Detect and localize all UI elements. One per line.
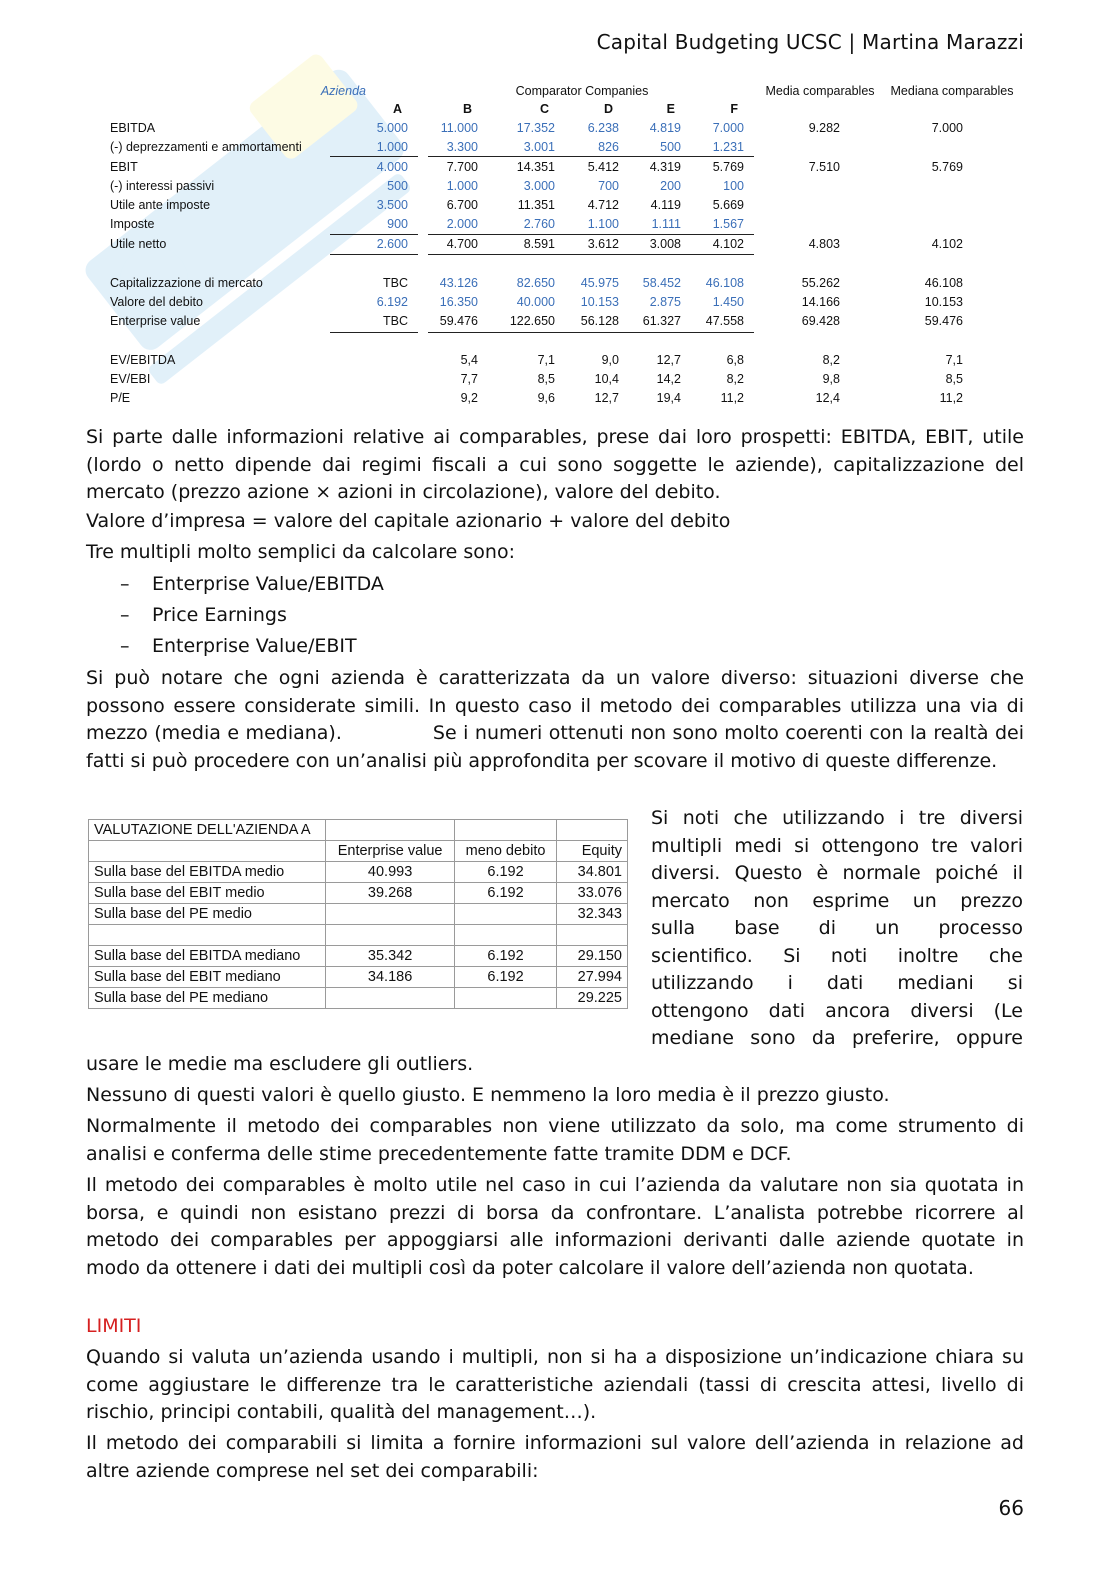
cell-media: 69.428 [801,314,840,328]
row-label: EV/EBI [110,372,151,386]
side-note-line: utilizzando i dati mediani si [651,972,1023,994]
valuation-table [88,819,628,1020]
side-note-line: scientifico. Si noti inoltre che [651,944,1023,967]
table-cell: 39.268 [325,883,454,904]
table-row [89,883,628,904]
side-note-line: Si noti che utilizzando i tre diversi [651,807,1023,829]
side-note [651,805,1023,1053]
rule-line [428,234,754,235]
row-label: EBITDA [110,121,156,135]
cell-mediana: 7.000 [931,121,963,135]
cell-comparator: 6.238 [587,121,619,135]
table-row [89,967,628,988]
cell-comparator: 9,6 [537,391,555,405]
header-meno-debito: meno debito [455,841,556,862]
side-note-line: mercato non esprime un prezzo [651,889,1023,912]
table-cell: 34.186 [325,967,454,988]
bullet-list [120,569,384,662]
cell-azienda-a: 3.500 [376,198,408,212]
table-cell [325,925,454,946]
table-cell: 40.993 [325,862,454,883]
cell-comparator: 40.000 [516,295,555,309]
paragraph-comparabili: Il metodo dei comparabili si limita a fornire informazioni sul valore dell’azienda in relazione ad altre aziende comprese nel set dei comparabili: [86,1432,1024,1482]
header-equity: Equity [556,841,627,862]
comparables-table [108,80,1038,410]
cell-mediana: 59.476 [924,314,963,328]
cell-media: 4.803 [808,237,840,251]
rule-line [428,156,754,157]
table-cell: 33.076 [556,883,627,904]
cell-comparator: 2.000 [446,217,478,231]
table-cell: 6.192 [455,862,556,883]
list-item: – Enterprise Value/EBITDA [120,573,384,595]
table-cell: 34.801 [556,862,627,883]
cell-comparator: 3.612 [587,237,619,251]
column-letter: A [392,102,402,116]
cell-comparator: 12,7 [656,353,681,367]
cell-media: 7.510 [808,160,840,174]
cell-media: 14.166 [801,295,840,309]
table-row [89,988,628,1009]
cell-comparator: 2.760 [523,217,555,231]
cell-comparator: 4.700 [446,237,478,251]
cell-comparator: 122.650 [509,314,555,328]
cell-comparator: 2.875 [649,295,681,309]
cell-comparator: 4.319 [649,160,681,174]
cell-comparator: 5.769 [712,160,744,174]
table-cell: 6.192 [455,967,556,988]
cell-comparator: 46.108 [705,276,744,290]
cell-media: 55.262 [801,276,840,290]
cell-azienda-a: 6.192 [376,295,408,309]
page-number: 66 [998,1496,1024,1520]
cell-mediana: 5.769 [931,160,963,174]
cell-comparator: 9,2 [460,391,478,405]
section-heading-limiti: LIMITI [86,1315,142,1337]
row-label: P/E [110,391,131,405]
table-cell [455,925,556,946]
header-media: Media comparables [765,84,875,98]
cell-comparator: 1.100 [587,217,619,231]
cell-mediana: 8,5 [945,372,963,386]
cell-comparator: 11,2 [720,391,744,405]
side-note-line: diversi. Questo è normale poiché il [651,862,1023,884]
cell-comparator: 200 [660,179,681,193]
row-label: Valore del debito [110,295,203,309]
cell-comparator: 4.102 [712,237,744,251]
column-letter: C [539,102,549,116]
cell-media: 9,8 [822,372,840,386]
page-header: Capital Budgeting UCSC | Martina Marazzi [596,30,1024,54]
cell-comparator: 8.591 [523,237,555,251]
table-cell [455,988,556,1009]
cell-mediana: 4.102 [931,237,963,251]
cell-azienda-a: 900 [387,217,408,231]
cell-azienda-a: TBC [383,314,408,328]
cell-comparator: 56.128 [580,314,619,328]
list-item: – Enterprise Value/EBIT [120,635,357,657]
cell-comparator: 61.327 [642,314,681,328]
cell-media: 12,4 [815,391,840,405]
cell-comparator: 1.231 [712,140,744,154]
paragraph-intro: Si parte dalle informazioni relative ai comparables, prese dai loro prospetti: EBITDA, EBIT, utile (lordo o netto dipende dai regimi fiscali a cui sono soggette le aziende), capitalizzazione del mercato (prezzo azione × azioni in circolazione), valore del debito. [86,426,1024,503]
paragraph-formula: Valore d’impresa = valore del capitale azionario + valore del debito [86,510,731,532]
column-letter: D [603,102,613,116]
cell-comparator: 11.000 [440,121,478,135]
table-cell [455,904,556,925]
cell-azienda-a: 500 [387,179,408,193]
cell-comparator: 4.819 [649,121,681,135]
cell-comparator: 8,5 [537,372,555,386]
rule-line [330,234,418,235]
cell-media: 9.282 [808,121,840,135]
row-label: Sulla base del EBIT medio [89,883,326,904]
cell-comparator: 12,7 [594,391,619,405]
valuation-title: VALUTAZIONE DELL'AZIENDA A [89,820,326,841]
cell-comparator: 700 [598,179,619,193]
cell-comparator: 8,2 [726,372,744,386]
cell-comparator: 6,8 [726,353,744,367]
table-row [89,904,628,925]
table-cell [556,925,627,946]
cell-mediana: 11,2 [939,391,963,405]
cell-mediana: 7,1 [945,353,963,367]
cell-comparator: 1.567 [712,217,744,231]
row-label [89,925,326,946]
paragraph-limiti: Quando si valuta un’azienda usando i multipli, non si ha a disposizione un’indicazione chiara su come aggiustare le differenze tra le caratteristiche aziendali (tassi di crescita attesi, livello di rischio, principi contabili, qualità del management…). [86,1346,1024,1423]
cell-comparator: 82.650 [516,276,555,290]
cell-comparator: 58.452 [642,276,681,290]
table-row [89,925,628,946]
cell-comparator: 1.000 [446,179,478,193]
rule-line [428,254,754,255]
cell-comparator: 500 [660,140,681,154]
side-note-line: ottengono dati ancora diversi (Le [651,999,1023,1022]
table-cell: 29.225 [556,988,627,1009]
table-row [89,862,628,883]
cell-comparator: 45.975 [580,276,619,290]
cell-comparator: 47.558 [705,314,744,328]
cell-comparator: 7.000 [712,121,744,135]
header-enterprise-value: Enterprise value [325,841,454,862]
cell-comparator: 5,4 [460,353,478,367]
cell-comparator: 43.126 [439,276,478,290]
cell-comparator: 7,1 [537,353,555,367]
cell-azienda-a: 5.000 [376,121,408,135]
column-letter: E [666,102,675,116]
rule-line [330,254,418,255]
row-label: Capitalizzazione di mercato [110,276,263,290]
header-mediana: Mediana comparables [890,84,1014,98]
cell-comparator: 7.700 [446,160,478,174]
table-cell: 6.192 [455,883,556,904]
cell-comparator: 1.450 [712,295,744,309]
cell-azienda-a: 2.600 [376,237,408,251]
row-label: Sulla base del PE mediano [89,988,326,1009]
row-label: (-) deprezzamenti e ammortamenti [110,140,302,154]
row-label: Utile netto [110,237,167,251]
paragraph-outliers: usare le medie ma escludere gli outliers. [86,1053,474,1075]
column-letter: B [462,102,472,116]
cell-comparator: 100 [723,179,744,193]
cell-azienda-a: 1.000 [376,140,408,154]
row-label: Enterprise value [110,314,201,328]
paragraph-multipli: Tre multipli molto semplici da calcolare sono: [86,541,515,563]
list-item: – Price Earnings [120,604,287,626]
cell-comparator: 6.700 [446,198,478,212]
row-label: Sulla base del PE medio [89,904,326,925]
cell-comparator: 3.001 [523,140,555,154]
cell-comparator: 5.412 [587,160,619,174]
paragraph-non-quotata: Il metodo dei comparables è molto utile nel caso in cui l’azienda da valutare non sia quotata in borsa, e quindi non esistano prezzi di borsa da confrontare. L’analista potrebbe ricorrere al metodo dei comparables per appoggiarsi alle informazioni derivanti dalle aziende quotate in modo da ottenere i dati dei multipli così da poter calcolare il valore dell’azienda non quotata. [86,1174,1024,1279]
paragraph-strumento: Normalmente il metodo dei comparables non viene utilizzato da solo, ma come strumento di analisi e conferma delle stime precedentemente fatte tramite DDM e DCF. [86,1115,1024,1165]
cell-comparator: 19,4 [656,391,681,405]
row-label: (-) interessi passivi [110,179,215,193]
row-label: Utile ante imposte [110,198,211,212]
row-label: Sulla base del EBIT mediano [89,967,326,988]
rule-line [428,332,754,333]
table-cell: 29.150 [556,946,627,967]
table-cell: 32.343 [556,904,627,925]
table-cell [325,988,454,1009]
paragraph-nessuno: Nessuno di questi valori è quello giusto. E nemmeno la loro media è il prezzo giusto. [86,1084,890,1106]
cell-comparator: 11.351 [517,198,555,212]
cell-comparator: 7,7 [460,372,478,386]
rule-line [330,332,418,333]
cell-comparator: 17.352 [516,121,555,135]
paragraph-confronto: Si può notare che ogni azienda è caratterizzata da un valore diverso: situazioni diverse che possono essere considerate simili. In questo caso il metodo dei comparables utilizza una via di mezzo (media e mediana). Se i numeri ottenuti non sono molto coerenti con la realtà dei fatti si può procedere con un’analisi più approfondita per scovare il motivo di queste differenze. [86,667,1031,772]
cell-comparator: 14.351 [516,160,555,174]
row-label: Imposte [110,217,155,231]
cell-mediana: 46.108 [924,276,963,290]
cell-comparator: 10,4 [594,372,619,386]
cell-comparator: 3.008 [649,237,681,251]
row-label: Sulla base del EBITDA medio [89,862,326,883]
cell-comparator: 16.350 [439,295,478,309]
rule-line [330,156,418,157]
cell-comparator: 5.669 [712,198,744,212]
side-note-line: mediane sono da preferire, oppure [651,1027,1023,1049]
cell-comparator: 3.300 [446,140,478,154]
cell-comparator: 1.111 [651,217,681,231]
table-cell: 6.192 [455,946,556,967]
cell-comparator: 826 [598,140,619,154]
cell-comparator: 10.153 [580,295,619,309]
group-azienda: Azienda [320,84,366,98]
cell-comparator: 9,0 [601,353,619,367]
cell-comparator: 3.000 [523,179,555,193]
group-comparators: Comparator Companies [515,84,649,98]
cell-mediana: 10.153 [924,295,963,309]
row-label: EV/EBITDA [110,353,176,367]
column-letter: F [730,102,738,116]
cell-azienda-a: 4.000 [376,160,408,174]
side-note-line: multipli medi si ottengono tre valori [651,834,1023,857]
table-cell: 35.342 [325,946,454,967]
cell-azienda-a: TBC [383,276,408,290]
row-label: Sulla base del EBITDA mediano [89,946,326,967]
table-row [89,946,628,967]
side-note-line: sulla base di un processo [651,917,1023,939]
cell-comparator: 59.476 [439,314,478,328]
table-cell: 27.994 [556,967,627,988]
table-cell [325,904,454,925]
cell-media: 8,2 [822,353,840,367]
cell-comparator: 4.119 [650,198,681,212]
cell-comparator: 4.712 [587,198,619,212]
row-label: EBIT [110,160,138,174]
cell-comparator: 14,2 [656,372,681,386]
